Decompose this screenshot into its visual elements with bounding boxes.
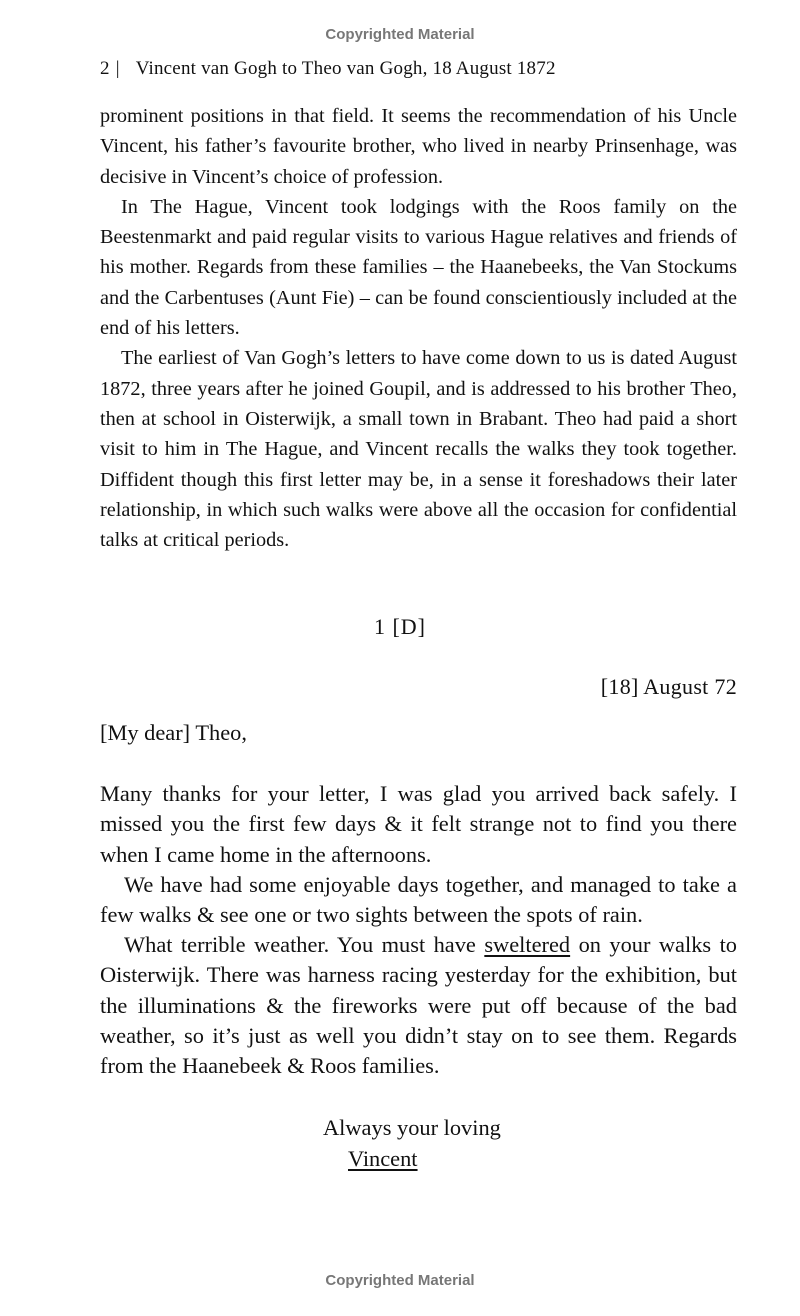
letter-date: [18] August 72 (600, 674, 737, 699)
intro-text (100, 101, 737, 555)
intro-paragraph: prominent positions in that field. It seems the recommendation of his Uncle Vincent, his father’s favourite brother, who lived in nearby Prinsenhage, was decisive in Vincent’s choice of profession. (100, 105, 737, 188)
letter-paragraph: Many thanks for your letter, I was glad you arrived back safely. I missed you the first few days & it felt strange not to find you there when I came home in the afternoons. (100, 781, 737, 867)
copyright-watermark-bottom: Copyrighted Material (325, 1272, 475, 1289)
letter-paragraph: We have had some enjoyable days together, and managed to take a few walks & see one or two sights between the spots of rain. (100, 871, 737, 928)
letter-paragraph (100, 930, 737, 1081)
letter-salutation: [My dear] Theo, (100, 720, 247, 745)
page-number: 2 (100, 58, 110, 79)
closing-line: Always your loving (323, 1115, 501, 1140)
signature (323, 1143, 501, 1174)
intro-paragraph: In The Hague, Vincent took lodgings with the Roos family on the Beestenmarkt and paid regular visits to various Hague relatives and friends of his mother. Regards from these families – the Haanebeeks, the Van Stockums and the Carbentuses (Aunt Fie) – can be found conscientiously included at the end of his letters. (100, 195, 737, 340)
intro-paragraph: The earliest of Van Gogh’s letters to have come down to us is dated August 1872, three years after he joined Goupil, and is addressed to his brother Theo, then at school in Oisterwijk, a small town in Brabant. Theo had paid a short visit to him in The Hague, and Vincent recalls the walks they took together. Diffident though this first letter may be, in a sense it foreshadows their later relationship, in which such walks were above all the occasion for confidential talks at critical periods. (100, 347, 737, 552)
letter-closing (323, 1112, 501, 1174)
letter-number: 1 [D] (373, 614, 427, 639)
running-head-separator: | (115, 58, 120, 79)
underlined-word: sweltered (484, 932, 571, 958)
letter-text: What terrible weather. You must have (124, 932, 485, 958)
letter-text: on your walks to Oisterwijk. There was harness racing yesterday for the exhibition, but the illuminations & the fireworks were put off because of the bad weather, so it’s just as well you didn’t stay on to see them. Regards from the Haanebeek & Roos families. (100, 932, 737, 1079)
copyright-watermark-top: Copyrighted Material (325, 26, 475, 43)
letter-body (100, 718, 737, 1081)
signature-name: Vincent (348, 1146, 418, 1171)
running-head (100, 58, 740, 80)
running-head-title: Vincent van Gogh to Theo van Gogh, 18 August 1872 (135, 58, 556, 79)
